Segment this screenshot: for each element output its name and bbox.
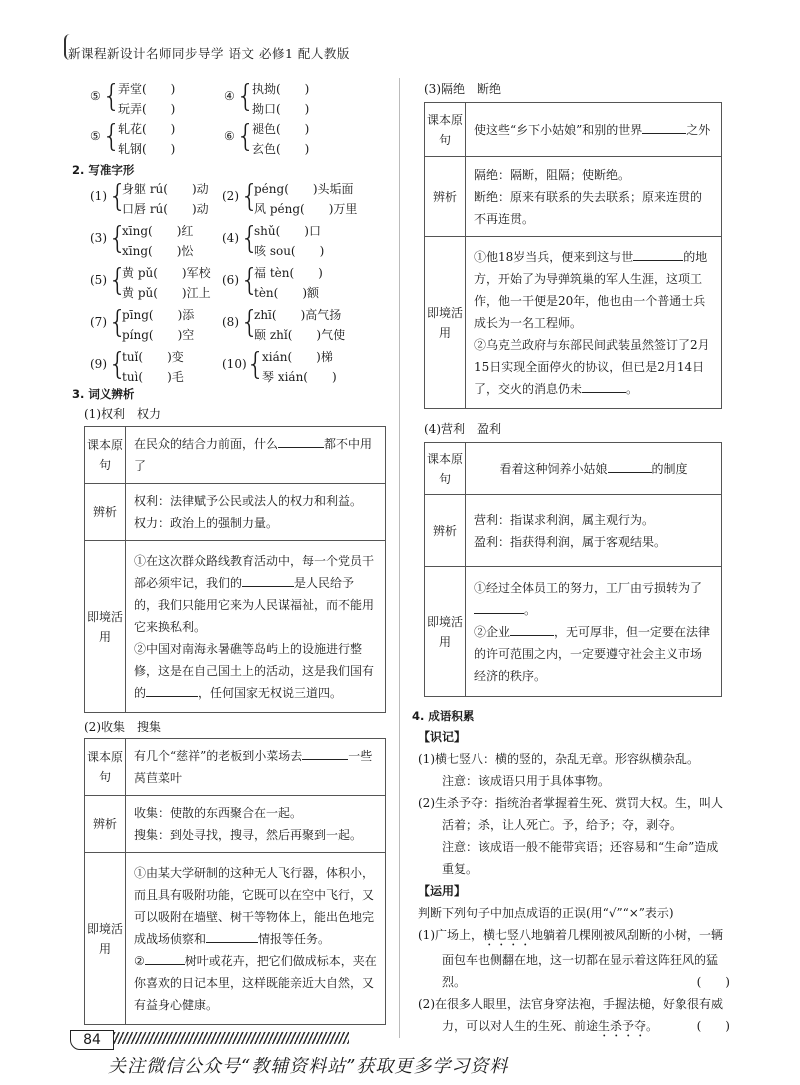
apply-part: ②企业 [474,624,511,639]
brace-glyph: { [108,347,128,382]
pinyin-pair [90,79,236,120]
apply-part: ①在这次群众路线教育活动中，每一个党员干部必须牢记，我们的 [134,553,375,590]
brace-glyph: { [108,305,128,340]
pair-line-2: tuì( )毛 [122,370,184,384]
pair-number: (7) [90,315,107,329]
use-label: 【运用】 [418,884,467,898]
apply-text [466,567,722,697]
row-label-source: 课本原句 [85,427,126,484]
row-label-apply: 即境活用 [425,567,466,697]
apply-part: ②中国对南海永暑礁等岛屿上的设施进行整修，这是在自己国土上的活动，这是我们国有的 [134,641,375,700]
row-label-analysis: 辨析 [425,495,466,567]
apply-item [134,862,377,950]
analysis-text [466,495,722,567]
apply-item [134,638,377,704]
pair-line-2: 玄色( ) [252,142,310,156]
answer-blank[interactable] [510,623,554,636]
apply-part: 是人民给予的，我们只能用它来为人民谋福祉，而不能用它来换私利。 [134,575,375,634]
analysis-line: 断绝：原来有联系的失去联系；原来连贯的不再连贯。 [474,189,703,226]
row-label-source: 课本原句 [425,443,466,495]
apply-part: 的地方，开始了为导弹筑巢的军人生涯，这项工作，他一干便是20年，他也由一个普通士兵成长为一名工程师。 [474,249,708,330]
apply-part: ②乌克兰政府与东部民间武装虽然签订了2月15日实现全面停火的协议，但已是2月14日了，交火的消息仍未 [474,337,710,396]
analysis-line: 盈利：指获得利润，属于客观结果。 [474,534,667,549]
apply-part: ①由某大学研制的这种无人飞行器，体积小，而且具有吸附功能，它既可以在空中飞行，又可以吸附在墙壁、树干等物体上，能出色地完成战场侦察和 [134,865,375,946]
table-heading: (4)营利 盈利 [424,422,501,436]
apply-part: ①他18岁当兵，便来到这与世 [474,249,634,264]
answer-blank[interactable] [582,380,626,393]
apply-text [126,541,386,713]
answer-blank[interactable] [642,121,686,134]
analysis-line: 隔绝：隔断，阻隔；使断绝。 [474,167,631,182]
pair-number: (3) [90,231,107,245]
row-label-apply: 即境活用 [85,853,126,1025]
apply-text [126,853,386,1025]
row-label-analysis: 辨析 [85,796,126,853]
answer-bracket[interactable]: ( ) [696,975,730,989]
source-sentence [466,443,722,495]
apply-text [466,237,722,409]
emphasized-idiom: 横七竖八 [483,928,532,942]
page-number: 84 [70,1030,114,1050]
analysis-line: 权力：政治上的强制力量。 [134,516,279,530]
analysis-line: 权利：法律赋予公民或法人的权力和利益。 [134,494,363,508]
character-pair [222,306,382,346]
character-pair [222,264,382,304]
pair-number: (4) [222,231,239,245]
source-part: 使这些“乡下小姑娘”和别的世界 [474,122,643,137]
pair-number: (6) [222,273,239,287]
page-number-hatch-ornament [114,1032,349,1044]
pair-number: (2) [222,189,239,203]
table-heading: (1)权利 权力 [84,407,161,421]
idiom-note: 注意：该成语只用于具体事物。 [442,774,611,788]
pair-line-1: 轧花( ) [118,122,176,136]
section-title-idioms: 4. 成语积累 [412,709,475,723]
apply-item [474,334,713,400]
pair-line-1: pīng( )添 [122,308,195,322]
pair-line-1: 执拗( ) [252,82,310,96]
section-title-write-characters: 2. 写准字形 [72,163,135,177]
apply-part: ② [134,953,145,968]
word-table-4 [424,442,722,697]
source-part: 都不中用了 [134,437,373,473]
pair-number: (1) [90,189,107,203]
source-part: 在民众的结合力前面，什么 [134,437,279,451]
brace-glyph: { [108,179,128,214]
apply-item [134,950,377,1016]
brace-glyph: { [102,119,122,154]
source-part: 看着这种饲养小姑娘 [499,461,608,476]
row-label-apply: 即境活用 [85,541,126,713]
analysis-text [126,796,386,853]
pair-line-2: 拗口( ) [252,102,310,116]
brace-glyph: { [246,347,266,382]
apply-item [474,246,713,334]
pair-line-2: 黄 pǔ( )江上 [122,286,211,300]
pair-line-1: zhī( )高气扬 [254,308,342,322]
brace-glyph: { [102,79,122,114]
pair-line-1: 褪色( ) [252,122,310,136]
pair-line-1: xīng( )红 [122,224,194,238]
row-label-apply: 即境活用 [425,237,466,409]
remember-label: 【识记】 [418,730,467,744]
apply-part: ，无可厚非，但一定要在法律的许可范围之内，一定要遵守社会主义市场经济的秩序。 [474,624,711,683]
source-sentence [126,427,386,484]
row-label-source: 课本原句 [85,739,126,796]
source-sentence [466,103,722,157]
instruction: 判断下列句子中加点成语的正误(用“√”“×”表示) [418,906,674,920]
idiom-note: 注意：该成语一般不能带宾语；还容易和“生命”造成重复。 [442,840,719,876]
apply-part: 树叶或花卉，把它们做成标本，夹在你喜欢的日记本里，这样既能亲近大自然，又有益身心健康。 [134,953,377,1012]
pair-line-2: 风 péng( )万里 [254,202,358,216]
pair-line-2: xīng( )忪 [122,244,194,258]
pair-number: (8) [222,315,239,329]
apply-part: 。 [524,602,537,617]
word-table-3 [424,102,722,409]
question-text: 。 [646,1019,659,1033]
pair-line-2: 轧钢( ) [118,142,176,156]
pair-line-2: píng( )空 [122,328,195,342]
source-part: 之外 [686,122,711,137]
idioms-block [418,726,730,1040]
column-divider [399,78,400,1038]
pair-line-1: 黄 pǔ( )军校 [122,266,211,280]
analysis-line: 营利：指谋求利润，属主观行为。 [474,512,655,527]
source-part: 的制度 [651,461,688,476]
question-text: 地躺着几棵刚被风刮断的小树，一辆面包车也侧翻在地，这一切都在显示着这阵狂风的猛烈。 [442,928,724,989]
idiom-definition: (1)横七竖八：横的竖的，杂乱无章。形容纵横杂乱。 [418,752,700,766]
apply-item [134,550,377,638]
word-table-1 [84,426,386,713]
section-title-word-analysis: 3. 词义辨析 [72,387,135,401]
question-text: (2)在很多人眼里，法官身穿法袍，手握法槌，好象很有威力，可以对人生的生死、前途 [418,997,724,1033]
apply-item [474,621,713,687]
brace-glyph: { [236,119,256,154]
question-1 [418,924,730,993]
pair-line-1: 福 tèn( ) [254,266,323,280]
brace-glyph: { [236,79,256,114]
pair-number: ⑥ [224,129,235,143]
pinyin-pair [224,119,370,160]
pair-line-2: 口唇 rú( )动 [122,202,209,216]
brace-glyph: { [240,305,260,340]
footer-watermark-text: 关注微信公众号“教辅资料站”获取更多学习资料 [108,1056,509,1077]
answer-blank[interactable] [145,952,185,965]
pair-line-2: tèn( )额 [254,286,320,300]
analysis-text [466,157,722,237]
brace-glyph: { [108,263,128,298]
question-2 [418,993,730,1040]
pair-line-1: péng( )头垢面 [254,182,354,196]
source-sentence [126,739,386,796]
answer-blank[interactable] [474,601,524,614]
pair-line-2: 玩弄( ) [118,102,176,116]
pair-number: ⑤ [90,89,101,103]
analysis-text [126,484,386,541]
apply-part: ，任何国家无权说三道四。 [198,685,343,700]
pair-line-1: xián( )梯 [262,350,333,364]
pair-line-1: 身躯 rú( )动 [122,182,209,196]
running-header: 新课程新设计名师同步导学 语文 必修1 配人教版 [68,46,350,61]
pair-number: (5) [90,273,107,287]
source-part: 一些莴苣菜叶 [134,749,373,785]
apply-part: ①经过全体员工的努力，工厂由亏损转为了 [474,580,703,595]
pair-number: (10) [222,357,247,371]
pinyin-pair [224,79,370,120]
pair-line-1: shǔ( )口 [254,224,321,238]
character-pair [222,222,382,262]
pinyin-pair [90,119,236,160]
question-text: (1)广场上， [418,928,483,942]
analysis-line: 收集：使散的东西聚合在一起。 [134,806,303,820]
apply-part: 情报等任务。 [258,931,331,946]
word-table-2 [84,738,386,1025]
row-label-analysis: 辨析 [85,484,126,541]
pair-number: ⑤ [90,129,101,143]
table-heading: (2)收集 搜集 [84,720,161,734]
answer-blank[interactable] [206,930,258,943]
brace-glyph: { [108,221,128,256]
answer-blank[interactable] [608,460,652,473]
analysis-line: 搜集：到处寻找，搜寻，然后再聚到一起。 [134,828,363,842]
pair-line-1: tuǐ( )变 [122,350,184,364]
pair-line-2: 琴 xián( ) [262,370,337,384]
pair-number: ④ [224,89,235,103]
table-heading: (3)隔绝 断绝 [424,82,501,96]
character-pair [222,348,382,388]
row-label-analysis: 辨析 [425,157,466,237]
brace-glyph: { [240,221,260,256]
answer-blank[interactable] [278,435,324,448]
apply-item [474,577,713,621]
answer-blank[interactable] [633,248,683,261]
idiom-definition: (2)生杀予夺：指统治者掌握着生死、赏罚大权。生，叫人活着；杀，让人死亡。予，给予；夺，剥夺。 [418,796,724,832]
brace-glyph: { [240,179,260,214]
row-label-source: 课本原句 [425,103,466,157]
brace-glyph: { [240,263,260,298]
pair-line-1: 弄堂( ) [118,82,176,96]
character-pair [222,180,382,220]
apply-part: 。 [626,381,639,396]
emphasized-idiom: 生杀予夺 [598,1019,647,1033]
source-part: 有几个“慈祥”的老板到小菜场去 [134,749,303,763]
pair-number: (9) [90,357,107,371]
answer-blank[interactable] [146,684,198,697]
pair-line-2: 咳 sou( ) [254,244,325,258]
answer-bracket[interactable]: ( ) [696,1019,730,1033]
answer-blank[interactable] [242,574,294,587]
answer-blank[interactable] [302,747,348,760]
pair-line-2: 颐 zhǐ( )气使 [254,328,346,342]
